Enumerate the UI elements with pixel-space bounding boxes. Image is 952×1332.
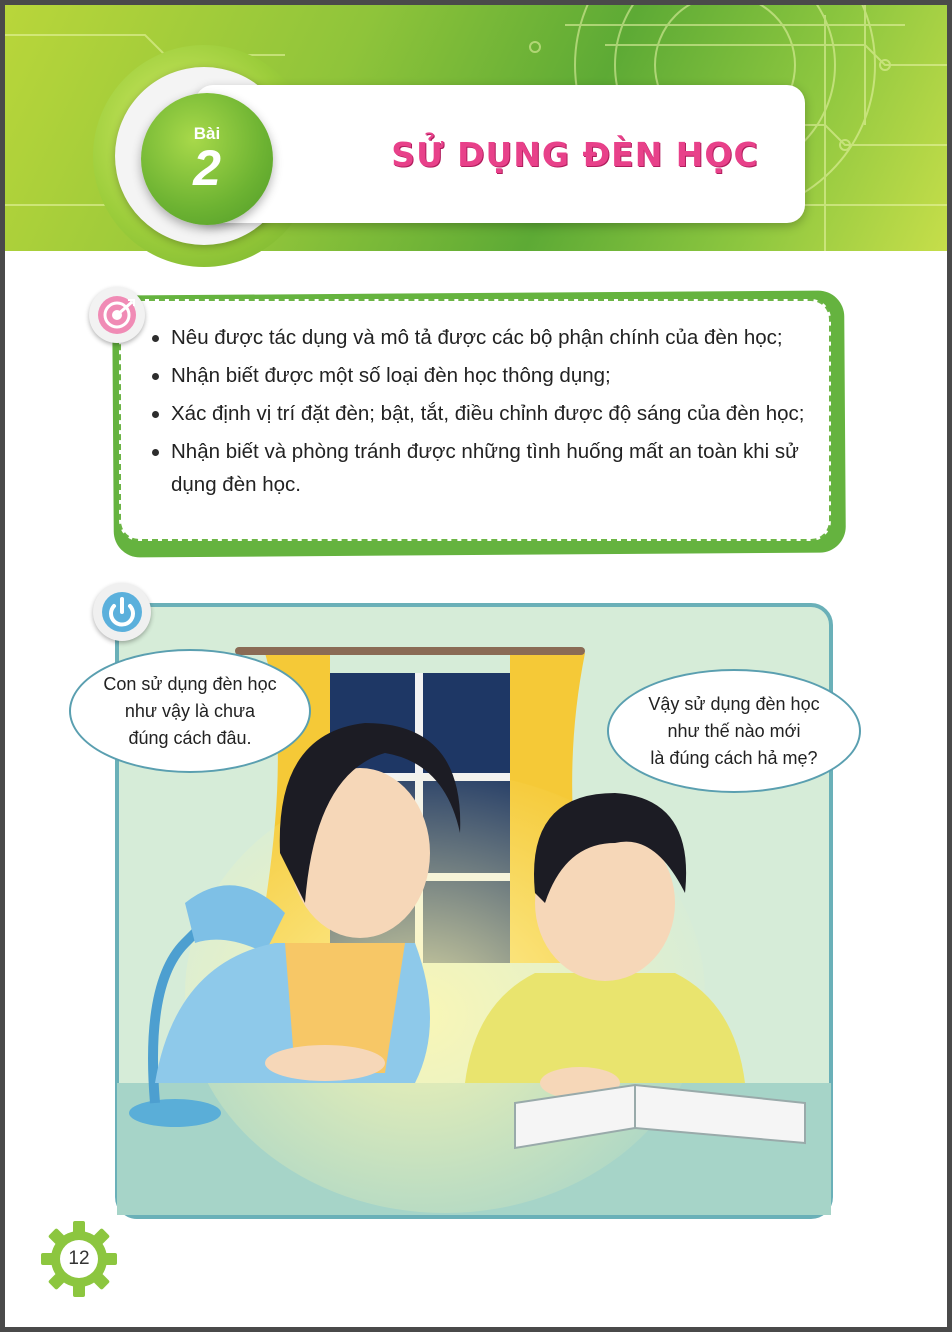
mother-speech-bubble — [69, 649, 311, 773]
child-speech-bubble — [607, 669, 861, 793]
textbook-page — [5, 5, 947, 1327]
bubble-line: Con sử dụng đèn học — [103, 673, 277, 694]
lesson-title: SỬ DỤNG ĐÈN HỌC — [391, 134, 759, 174]
page-number: 12 — [68, 1248, 90, 1269]
lesson-label: Bài — [193, 124, 221, 143]
objectives-list — [149, 321, 817, 506]
objective-item: Nhận biết và phòng tránh được những tình huống mất an toàn khi sử dụng đèn học. — [149, 435, 817, 501]
target-icon — [89, 287, 145, 343]
bubble-line: là đúng cách hả mẹ? — [650, 747, 818, 768]
lesson-badge — [141, 93, 273, 225]
bubble-line: đúng cách đâu. — [128, 727, 252, 748]
curtain-rod — [235, 647, 585, 655]
objective-item: Nêu được tác dụng và mô tả được các bộ phận chính của đèn học; — [149, 321, 817, 354]
bubble-line: Vậy sử dụng đèn học — [648, 693, 820, 714]
bubble-line: như vậy là chưa — [124, 700, 256, 721]
lesson-number: 2 — [193, 140, 221, 196]
objective-item: Xác định vị trí đặt đèn; bật, tắt, điều chỉnh được độ sáng của đèn học; — [149, 397, 817, 430]
objective-item: Nhận biết được một số loại đèn học thông dụng; — [149, 359, 817, 392]
bubble-line: như thế nào mới — [667, 720, 801, 741]
power-icon — [93, 583, 151, 641]
